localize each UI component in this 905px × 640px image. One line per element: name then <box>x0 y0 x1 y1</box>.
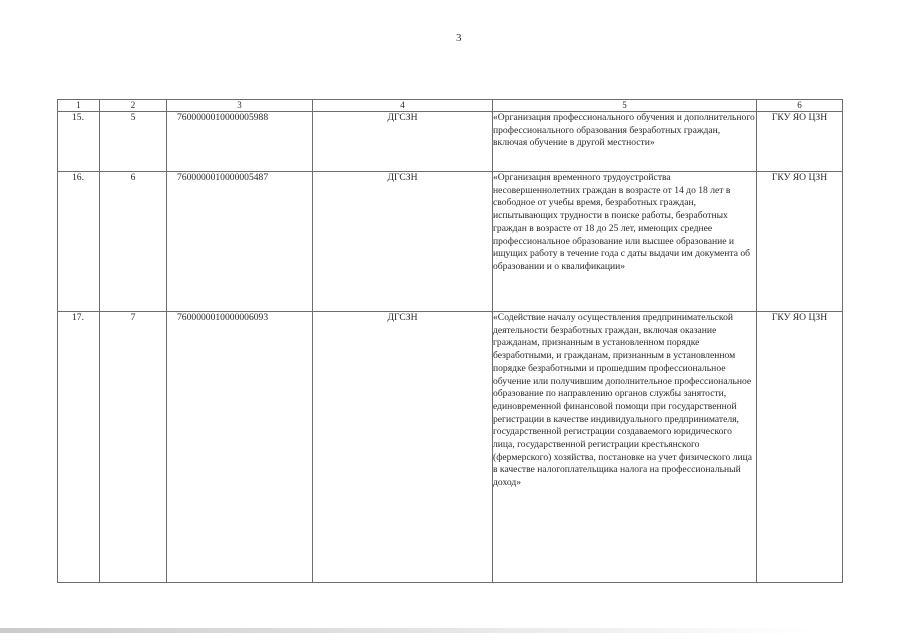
row-number: 16. <box>58 172 100 312</box>
table-row <box>58 112 843 172</box>
row-number: 17. <box>58 312 100 583</box>
executor: ГКУ ЯО ЦЗН <box>757 112 843 172</box>
registry-code: 7600000010000005988 <box>167 112 313 172</box>
registry-code: 7600000010000005487 <box>167 172 313 312</box>
column-header: 3 <box>167 100 313 112</box>
service-description: «Содействие началу осуществления предпринимательской деятельности безработных граждан, включая оказание гражданам, признанным в установленном порядке безработными, и гражданам, признанным в установленном порядке безработными и прошедшим профессиональное обучение или получившим дополнительное профессиональное образование по направлению органов службы занятости, единовременной финансовой помощи при государственной регистрации в качестве индивидуального предпринимателя, государственной регистрации создаваемого юридического лица, государственной регистрации крестьянского (фермерского) хозяйства, постановке на учет физического лица в качестве налогоплательщика налога на профессиональный доход» <box>493 312 757 583</box>
executor: ГКУ ЯО ЦЗН <box>757 312 843 583</box>
table-row <box>58 312 843 583</box>
service-description: «Организация профессионального обучения и дополнительного профессионального образования безработных граждан, включая обучение в другой местности» <box>493 112 757 172</box>
row-sub-number: 6 <box>100 172 167 312</box>
row-sub-number: 7 <box>100 312 167 583</box>
responsible-organization: ДГСЗН <box>313 172 493 312</box>
scan-edge-shadow <box>0 628 905 633</box>
page-number: 3 <box>456 32 462 44</box>
column-header: 5 <box>493 100 757 112</box>
column-header: 6 <box>757 100 843 112</box>
service-description: «Организация временного трудоустройства несовершеннолетних граждан в возрасте от 14 до 18 лет в свободное от учебы время, безработных граждан, испытывающих трудности в поиске работы, безработных граждан в возрасте от 18 до 25 лет, имеющих среднее профессиональное образование или высшее образование и ищущих работу в течение года с даты выдачи им документа об образовании и о квалификации» <box>493 172 757 312</box>
executor: ГКУ ЯО ЦЗН <box>757 172 843 312</box>
column-header: 2 <box>100 100 167 112</box>
column-header: 4 <box>313 100 493 112</box>
row-sub-number: 5 <box>100 112 167 172</box>
registry-code: 7600000010000006093 <box>167 312 313 583</box>
table-header-row <box>58 100 843 112</box>
table-row <box>58 172 843 312</box>
responsible-organization: ДГСЗН <box>313 312 493 583</box>
services-table <box>57 99 843 583</box>
row-number: 15. <box>58 112 100 172</box>
column-header: 1 <box>58 100 100 112</box>
responsible-organization: ДГСЗН <box>313 112 493 172</box>
